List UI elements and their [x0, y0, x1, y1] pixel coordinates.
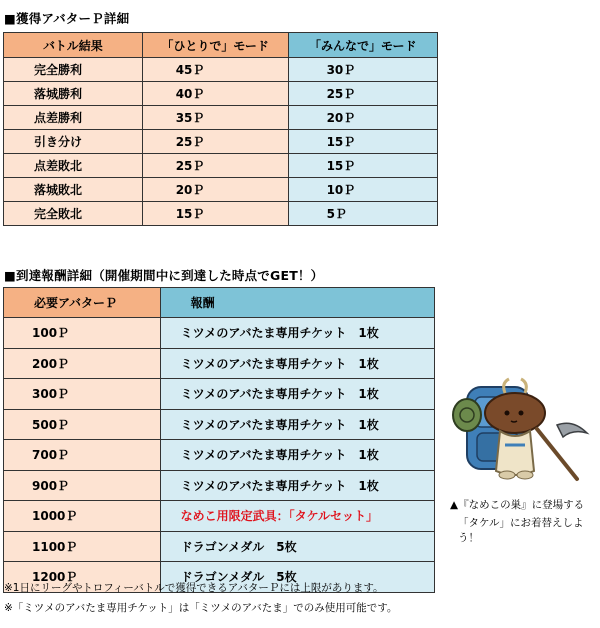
required-points-cell: 100Ｐ [4, 318, 161, 349]
section1-title: ■獲得アバターＰ詳細 [4, 11, 130, 26]
reward-cell: ミツメのアバたま専用チケット 1枚 [160, 470, 434, 501]
required-points-cell: 1200Ｐ [4, 562, 161, 593]
solo-points-cell: 40Ｐ [142, 82, 288, 106]
group-points-cell: 25Ｐ [288, 82, 437, 106]
required-points-cell: 200Ｐ [4, 348, 161, 379]
result-cell: 完全勝利 [4, 58, 143, 82]
table-row [4, 178, 438, 202]
table-header-row [4, 33, 438, 58]
group-points-cell: 20Ｐ [288, 106, 437, 130]
table-row [4, 379, 435, 410]
caption-line1: ▲『なめこの巣』に登場する [450, 499, 585, 511]
result-cell: 落城敗北 [4, 178, 143, 202]
result-cell: 完全敗北 [4, 202, 143, 226]
required-points-cell: 500Ｐ [4, 409, 161, 440]
table-row [4, 58, 438, 82]
group-points-cell: 15Ｐ [288, 130, 437, 154]
group-points-cell: 5Ｐ [288, 202, 437, 226]
solo-points-cell: 20Ｐ [142, 178, 288, 202]
table-row [4, 531, 435, 562]
reward-cell: ドラゴンメダル 5枚 [160, 531, 434, 562]
header-battle-result: バトル結果 [4, 33, 143, 58]
reward-cell-highlight: なめこ用限定武具：「タケルセット」 [160, 501, 434, 532]
header-required-points: 必要アバターＰ [4, 288, 161, 318]
group-points-cell: 15Ｐ [288, 154, 437, 178]
table-row [4, 106, 438, 130]
avatar-points-table [3, 32, 438, 226]
solo-points-cell: 25Ｐ [142, 130, 288, 154]
reward-table [3, 287, 435, 593]
reward-cell: ミツメのアバたま専用チケット 1枚 [160, 318, 434, 349]
group-points-cell: 30Ｐ [288, 58, 437, 82]
solo-points-cell: 45Ｐ [142, 58, 288, 82]
table-row [4, 470, 435, 501]
required-points-cell: 1100Ｐ [4, 531, 161, 562]
nameko-adventurer-icon [445, 375, 595, 490]
note-ticket: ※「ミツメのアバたま専用チケット」は「ミツメのアバたま」でのみ使用可能です。 [4, 602, 398, 614]
table-row [4, 318, 435, 349]
required-points-cell: 1000Ｐ [4, 501, 161, 532]
solo-points-cell: 15Ｐ [142, 202, 288, 226]
reward-cell: ミツメのアバたま専用チケット 1枚 [160, 348, 434, 379]
reward-cell: ミツメのアバたま専用チケット 1枚 [160, 440, 434, 471]
caption-line2: 「タケル」にお着替えしよう！ [458, 517, 584, 544]
table-row [4, 348, 435, 379]
required-points-cell: 700Ｐ [4, 440, 161, 471]
result-cell: 落城勝利 [4, 82, 143, 106]
group-points-cell: 10Ｐ [288, 178, 437, 202]
required-points-cell: 900Ｐ [4, 470, 161, 501]
reward-cell: ドラゴンメダル 5枚 [160, 562, 434, 593]
table-row [4, 409, 435, 440]
reward-cell: ミツメのアバたま専用チケット 1枚 [160, 409, 434, 440]
solo-points-cell: 35Ｐ [142, 106, 288, 130]
table-row [4, 202, 438, 226]
result-cell: 点差勝利 [4, 106, 143, 130]
header-solo-mode: 「ひとりで」モード [142, 33, 288, 58]
table-row [4, 154, 438, 178]
solo-points-cell: 25Ｐ [142, 154, 288, 178]
table-header-row [4, 288, 435, 318]
result-cell: 点差敗北 [4, 154, 143, 178]
section2-title: ■到達報酬詳細（開催期間中に到達した時点でGET！） [4, 268, 324, 283]
result-cell: 引き分け [4, 130, 143, 154]
table-row [4, 501, 435, 532]
header-reward: 報酬 [160, 288, 434, 318]
required-points-cell: 300Ｐ [4, 379, 161, 410]
reward-cell: ミツメのアバたま専用チケット 1枚 [160, 379, 434, 410]
header-group-mode: 「みんなで」モード [288, 33, 437, 58]
note-limit: ※1日にリーグやトロフィーバトルで獲得できるアバターＰには上限があります。 [4, 582, 384, 594]
table-row [4, 130, 438, 154]
table-row [4, 82, 438, 106]
table-row [4, 440, 435, 471]
